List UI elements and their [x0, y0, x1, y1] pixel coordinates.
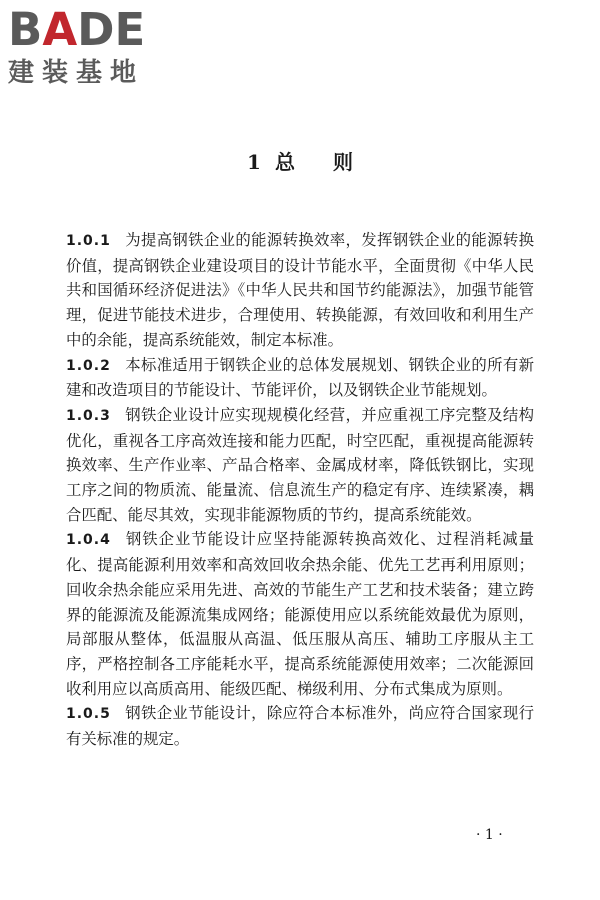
logo-subtitle: 建装基地 [8, 58, 145, 88]
bade-logo [8, 3, 178, 88]
clause-1-0-1 [66, 228, 534, 353]
clause-text: 钢铁企业设计应实现规模化经营，并应重视工序完整及结构优化，重视各工序高效连接和能力匹配，时空匹配，重视提高能源转换效率、生产作业率、产品合格率、金属成材率，降低铁钢比，实现工序之间的物质流、能量流、信息流生产的稳定有序、连续紧凑，耦合匹配、能尽其效，实现非能源物质的节约，提高系统能效。 [66, 405, 534, 524]
clause-1-0-3 [66, 403, 534, 528]
clause-1-0-5 [66, 701, 534, 751]
clause-number: 1.0.3 [66, 407, 111, 424]
chapter-title [0, 148, 600, 176]
chapter-name: 总则 [274, 150, 391, 174]
clause-text: 钢铁企业节能设计，除应符合本标准外，尚应符合国家现行有关标准的规定。 [66, 704, 534, 749]
clause-number: 1.0.1 [66, 233, 111, 249]
clause-text: 钢铁企业节能设计应坚持能源转换高效化、过程消耗减量化、提高能源利用效率和高效回收余热余能、优先工艺再利用原则；回收余热余能应采用先进、高效的节能生产工艺和技术装备；建立跨界的能源流及能源流集成网络；能源使用应以系统能效最优为原则，局部服从整体，低温服从高温、低压服从高压、辅助工序服从主工序，严格控制各工序能耗水平，提高系统能源使用效率；二次能源回收利用应以高质高用、能级匹配、梯级利用、分布式集成为原则。 [66, 530, 534, 698]
page-number: · 1 · [476, 827, 503, 843]
clause-number: 1.0.5 [66, 706, 111, 723]
clause-1-0-4 [66, 527, 534, 701]
clause-number: 1.0.4 [66, 532, 111, 549]
clause-1-0-2 [66, 353, 534, 403]
logo-wordmark [8, 3, 146, 56]
logo-letters-de: DE [77, 3, 146, 56]
clause-text: 为提高钢铁企业的能源转换效率，发挥钢铁企业的能源转换价值，提高钢铁企业建设项目的设计节能水平，全面贯彻《中华人民共和国循环经济促进法》《中华人民共和国节约能源法》，加强节能管理，促进节能技术进步，合理使用、转换能源，有效回收和利用生产中的余能，提高系统能效，制定本标准。 [66, 231, 534, 349]
clause-list [66, 228, 534, 752]
chapter-number: 1 [247, 150, 261, 174]
logo-letter-a: A [42, 3, 78, 56]
clause-number: 1.0.2 [66, 357, 111, 374]
logo-letter-b: B [8, 3, 43, 56]
clause-text: 本标准适用于钢铁企业的总体发展规划、钢铁企业的所有新建和改造项目的节能设计、节能评价，以及钢铁企业节能规划。 [66, 355, 534, 400]
